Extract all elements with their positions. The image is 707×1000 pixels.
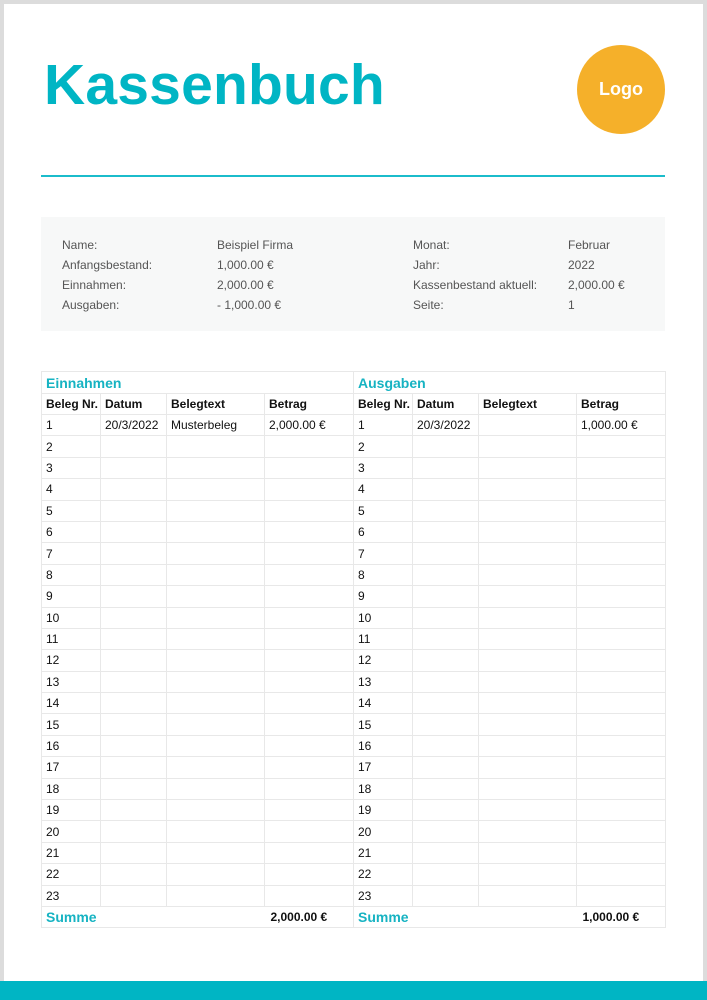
col-header-beleg-nr: Beleg Nr. <box>354 394 413 415</box>
cell-belegtext[interactable] <box>479 586 577 607</box>
cell-betrag[interactable] <box>265 586 354 607</box>
sum-label: Summe <box>42 906 265 927</box>
cell-betrag[interactable] <box>577 586 666 607</box>
cell-datum[interactable] <box>413 628 479 649</box>
cell-datum[interactable] <box>101 543 167 564</box>
col-header-belegtext: Belegtext <box>479 394 577 415</box>
cell-datum[interactable] <box>101 436 167 457</box>
cell-beleg-nr[interactable]: 19 <box>42 800 101 821</box>
cell-belegtext[interactable] <box>479 650 577 671</box>
cell-beleg-nr[interactable]: 7 <box>354 543 413 564</box>
cell-betrag[interactable] <box>265 543 354 564</box>
table-row <box>42 500 354 521</box>
logo-label: Logo <box>599 79 643 99</box>
cell-betrag[interactable] <box>577 714 666 735</box>
info-label-jahr: Jahr: <box>413 258 440 272</box>
table-row <box>42 714 354 735</box>
cell-betrag[interactable] <box>265 671 354 692</box>
cell-betrag[interactable] <box>577 885 666 906</box>
cell-belegtext[interactable] <box>479 415 577 436</box>
cell-belegtext[interactable] <box>167 842 265 863</box>
cell-datum[interactable] <box>101 457 167 478</box>
table-row <box>354 415 666 436</box>
cell-belegtext[interactable] <box>479 821 577 842</box>
cell-belegtext[interactable] <box>167 628 265 649</box>
cell-datum[interactable] <box>413 800 479 821</box>
table-row <box>354 564 666 585</box>
cell-betrag[interactable] <box>265 842 354 863</box>
cell-belegtext[interactable] <box>479 457 577 478</box>
cell-datum[interactable] <box>413 521 479 542</box>
cell-belegtext[interactable] <box>167 821 265 842</box>
cell-datum[interactable] <box>101 821 167 842</box>
table-row <box>42 885 354 906</box>
cell-belegtext[interactable] <box>167 543 265 564</box>
cell-datum[interactable] <box>413 757 479 778</box>
cell-datum[interactable] <box>413 564 479 585</box>
cell-belegtext[interactable] <box>167 521 265 542</box>
table-row <box>42 415 354 436</box>
table-row <box>354 671 666 692</box>
cell-betrag[interactable]: 2,000.00 € <box>265 415 354 436</box>
cell-datum[interactable] <box>413 821 479 842</box>
cell-beleg-nr[interactable]: 16 <box>42 735 101 756</box>
cell-betrag[interactable] <box>265 757 354 778</box>
cell-betrag[interactable] <box>577 671 666 692</box>
table-row <box>354 778 666 799</box>
cell-belegtext[interactable] <box>167 457 265 478</box>
cell-datum[interactable] <box>413 714 479 735</box>
cell-belegtext[interactable] <box>167 650 265 671</box>
cell-datum[interactable] <box>413 735 479 756</box>
cell-beleg-nr[interactable]: 6 <box>42 521 101 542</box>
cell-beleg-nr[interactable]: 22 <box>354 864 413 885</box>
cell-beleg-nr[interactable]: 3 <box>354 457 413 478</box>
cell-datum[interactable] <box>101 864 167 885</box>
cell-belegtext[interactable] <box>167 564 265 585</box>
info-label-kassenbestand: Kassenbestand aktuell: <box>413 278 538 292</box>
col-header-betrag: Betrag <box>577 394 666 415</box>
footer-band <box>0 981 707 1000</box>
table-row <box>354 735 666 756</box>
cell-betrag[interactable] <box>265 500 354 521</box>
cell-belegtext[interactable]: Musterbeleg <box>167 415 265 436</box>
cell-beleg-nr[interactable]: 9 <box>42 586 101 607</box>
table-row <box>42 628 354 649</box>
col-header-beleg-nr: Beleg Nr. <box>42 394 101 415</box>
cell-belegtext[interactable] <box>167 693 265 714</box>
cell-belegtext[interactable] <box>479 693 577 714</box>
cell-beleg-nr[interactable]: 4 <box>354 479 413 500</box>
table-row <box>42 543 354 564</box>
cell-datum[interactable] <box>413 479 479 500</box>
cell-belegtext[interactable] <box>479 800 577 821</box>
cell-betrag[interactable] <box>265 564 354 585</box>
cell-beleg-nr[interactable]: 12 <box>42 650 101 671</box>
cell-datum[interactable] <box>413 671 479 692</box>
logo-placeholder <box>577 45 665 134</box>
cell-betrag[interactable] <box>577 735 666 756</box>
info-box <box>41 217 665 331</box>
table-row <box>42 864 354 885</box>
info-label-einnahmen: Einnahmen: <box>62 278 127 292</box>
table-row <box>42 800 354 821</box>
cell-datum[interactable] <box>101 693 167 714</box>
cell-belegtext[interactable] <box>167 885 265 906</box>
cell-beleg-nr[interactable]: 14 <box>354 693 413 714</box>
cell-betrag[interactable] <box>265 693 354 714</box>
info-value-seite: 1 <box>568 298 575 312</box>
cell-datum[interactable] <box>413 500 479 521</box>
cell-beleg-nr[interactable]: 20 <box>354 821 413 842</box>
table-row <box>42 521 354 542</box>
table-row <box>42 735 354 756</box>
table-row <box>42 650 354 671</box>
cell-beleg-nr[interactable]: 13 <box>354 671 413 692</box>
table-row <box>354 479 666 500</box>
info-value-einnahmen: 2,000.00 € <box>217 278 274 292</box>
col-header-belegtext: Belegtext <box>167 394 265 415</box>
cell-belegtext[interactable] <box>479 757 577 778</box>
ausgaben-table <box>353 371 666 928</box>
cell-beleg-nr[interactable]: 16 <box>354 735 413 756</box>
cell-belegtext[interactable] <box>479 564 577 585</box>
cell-beleg-nr[interactable]: 14 <box>42 693 101 714</box>
cell-belegtext[interactable] <box>479 436 577 457</box>
cell-beleg-nr[interactable]: 10 <box>354 607 413 628</box>
table-row <box>42 693 354 714</box>
cell-beleg-nr[interactable]: 5 <box>42 500 101 521</box>
info-value-monat: Februar <box>568 238 611 252</box>
cell-datum[interactable]: 20/3/2022 <box>101 415 167 436</box>
table-row <box>354 436 666 457</box>
cell-datum[interactable] <box>101 778 167 799</box>
cell-datum[interactable] <box>101 842 167 863</box>
cell-betrag[interactable] <box>265 628 354 649</box>
cell-belegtext[interactable] <box>167 864 265 885</box>
cell-betrag[interactable] <box>577 778 666 799</box>
cell-datum[interactable] <box>413 842 479 863</box>
cell-belegtext[interactable] <box>479 864 577 885</box>
table-row <box>354 500 666 521</box>
cell-beleg-nr[interactable]: 8 <box>354 564 413 585</box>
cell-betrag[interactable] <box>577 757 666 778</box>
info-value-ausgaben: - 1,000.00 € <box>217 298 282 312</box>
cell-belegtext[interactable] <box>167 586 265 607</box>
cell-betrag[interactable] <box>265 885 354 906</box>
cell-belegtext[interactable] <box>167 714 265 735</box>
cell-belegtext[interactable] <box>479 885 577 906</box>
info-label-monat: Monat: <box>413 238 450 252</box>
cell-beleg-nr[interactable]: 13 <box>42 671 101 692</box>
sum-label: Summe <box>354 906 577 927</box>
cell-datum[interactable] <box>101 479 167 500</box>
cell-datum[interactable] <box>413 457 479 478</box>
cell-betrag[interactable] <box>265 479 354 500</box>
cell-datum[interactable] <box>413 885 479 906</box>
cell-belegtext[interactable] <box>479 628 577 649</box>
table-row <box>42 564 354 585</box>
cell-datum[interactable] <box>413 693 479 714</box>
page-title: Kassenbuch <box>44 53 385 117</box>
cell-datum[interactable] <box>413 607 479 628</box>
table-row <box>354 628 666 649</box>
cell-datum[interactable] <box>101 650 167 671</box>
cell-betrag[interactable] <box>265 735 354 756</box>
info-label-name: Name: <box>62 238 98 252</box>
info-label-ausgaben: Ausgaben: <box>62 298 120 312</box>
cell-beleg-nr[interactable]: 11 <box>42 628 101 649</box>
table-row <box>354 885 666 906</box>
cell-betrag[interactable] <box>577 821 666 842</box>
cell-beleg-nr[interactable]: 1 <box>354 415 413 436</box>
cell-datum[interactable] <box>101 500 167 521</box>
cell-beleg-nr[interactable]: 19 <box>354 800 413 821</box>
cell-datum[interactable] <box>101 714 167 735</box>
table-row <box>354 800 666 821</box>
cell-beleg-nr[interactable]: 1 <box>42 415 101 436</box>
info-value-kassenbestand: 2,000.00 € <box>568 278 625 292</box>
cell-betrag[interactable] <box>577 800 666 821</box>
cell-belegtext[interactable] <box>167 778 265 799</box>
cell-beleg-nr[interactable]: 12 <box>354 650 413 671</box>
table-row <box>42 607 354 628</box>
cell-betrag[interactable] <box>577 650 666 671</box>
cell-betrag[interactable] <box>577 842 666 863</box>
einnahmen-title: Einnahmen <box>42 372 354 394</box>
cell-beleg-nr[interactable]: 23 <box>354 885 413 906</box>
cell-belegtext[interactable] <box>479 842 577 863</box>
cell-beleg-nr[interactable]: 21 <box>42 842 101 863</box>
cell-beleg-nr[interactable]: 17 <box>354 757 413 778</box>
table-row <box>354 714 666 735</box>
cell-betrag[interactable] <box>265 800 354 821</box>
cell-belegtext[interactable] <box>167 757 265 778</box>
cell-betrag[interactable] <box>265 821 354 842</box>
cell-beleg-nr[interactable]: 15 <box>42 714 101 735</box>
cell-datum[interactable] <box>101 628 167 649</box>
cell-betrag[interactable] <box>265 650 354 671</box>
table-row <box>42 671 354 692</box>
cell-beleg-nr[interactable]: 2 <box>354 436 413 457</box>
table-row <box>354 457 666 478</box>
cell-belegtext[interactable] <box>479 735 577 756</box>
cell-betrag[interactable] <box>577 457 666 478</box>
sum-value: 1,000.00 € <box>577 906 666 927</box>
cell-belegtext[interactable] <box>479 714 577 735</box>
cell-datum[interactable] <box>101 757 167 778</box>
table-row <box>42 778 354 799</box>
cell-beleg-nr[interactable]: 17 <box>42 757 101 778</box>
cell-belegtext[interactable] <box>479 479 577 500</box>
cell-beleg-nr[interactable]: 9 <box>354 586 413 607</box>
cell-betrag[interactable] <box>577 564 666 585</box>
cell-beleg-nr[interactable]: 5 <box>354 500 413 521</box>
cell-betrag[interactable] <box>265 778 354 799</box>
table-row <box>354 757 666 778</box>
cell-beleg-nr[interactable]: 2 <box>42 436 101 457</box>
cell-belegtext[interactable] <box>479 671 577 692</box>
cell-beleg-nr[interactable]: 7 <box>42 543 101 564</box>
sum-value: 2,000.00 € <box>265 906 354 927</box>
cell-datum[interactable]: 20/3/2022 <box>413 415 479 436</box>
cell-datum[interactable] <box>101 735 167 756</box>
cell-beleg-nr[interactable]: 18 <box>354 778 413 799</box>
col-header-betrag: Betrag <box>265 394 354 415</box>
cell-datum[interactable] <box>101 586 167 607</box>
cell-beleg-nr[interactable]: 22 <box>42 864 101 885</box>
cell-beleg-nr[interactable]: 6 <box>354 521 413 542</box>
info-value-name: Beispiel Firma <box>217 238 294 252</box>
cell-beleg-nr[interactable]: 10 <box>42 607 101 628</box>
cell-beleg-nr[interactable]: 18 <box>42 778 101 799</box>
table-row <box>354 607 666 628</box>
cell-datum[interactable] <box>413 436 479 457</box>
cell-belegtext[interactable] <box>167 735 265 756</box>
title-divider <box>41 175 665 177</box>
cell-betrag[interactable] <box>265 607 354 628</box>
cell-datum[interactable] <box>413 778 479 799</box>
table-row <box>42 586 354 607</box>
cell-betrag[interactable] <box>577 521 666 542</box>
cell-betrag[interactable] <box>265 436 354 457</box>
info-label-anfangsbestand: Anfangsbestand: <box>62 258 153 272</box>
cell-beleg-nr[interactable]: 11 <box>354 628 413 649</box>
cell-betrag[interactable] <box>577 436 666 457</box>
table-row <box>354 650 666 671</box>
sum-row <box>354 906 666 927</box>
table-row <box>354 521 666 542</box>
cell-beleg-nr[interactable]: 4 <box>42 479 101 500</box>
cell-datum[interactable] <box>413 586 479 607</box>
table-row <box>354 543 666 564</box>
cell-datum[interactable] <box>413 543 479 564</box>
table-row <box>354 586 666 607</box>
cell-datum[interactable] <box>413 864 479 885</box>
col-header-datum: Datum <box>101 394 167 415</box>
cell-belegtext[interactable] <box>479 500 577 521</box>
table-row <box>354 693 666 714</box>
cell-betrag[interactable]: 1,000.00 € <box>577 415 666 436</box>
cell-betrag[interactable] <box>265 714 354 735</box>
cell-datum[interactable] <box>101 671 167 692</box>
table-row <box>42 821 354 842</box>
cell-belegtext[interactable] <box>167 607 265 628</box>
sum-row <box>42 906 354 927</box>
cell-betrag[interactable] <box>577 607 666 628</box>
table-row <box>42 757 354 778</box>
cell-belegtext[interactable] <box>479 607 577 628</box>
cell-datum[interactable] <box>101 607 167 628</box>
table-row <box>42 842 354 863</box>
cell-beleg-nr[interactable]: 20 <box>42 821 101 842</box>
col-header-datum: Datum <box>413 394 479 415</box>
cell-betrag[interactable] <box>577 628 666 649</box>
cell-betrag[interactable] <box>265 864 354 885</box>
cell-betrag[interactable] <box>577 864 666 885</box>
info-label-seite: Seite: <box>413 298 444 312</box>
cell-datum[interactable] <box>413 650 479 671</box>
cell-belegtext[interactable] <box>167 671 265 692</box>
table-row <box>354 821 666 842</box>
cell-datum[interactable] <box>101 800 167 821</box>
cell-belegtext[interactable] <box>167 436 265 457</box>
cell-betrag[interactable] <box>577 479 666 500</box>
table-row <box>354 864 666 885</box>
cell-beleg-nr[interactable]: 8 <box>42 564 101 585</box>
cell-beleg-nr[interactable]: 21 <box>354 842 413 863</box>
cell-belegtext[interactable] <box>167 500 265 521</box>
cell-belegtext[interactable] <box>479 778 577 799</box>
cell-betrag[interactable] <box>577 543 666 564</box>
cell-datum[interactable] <box>101 564 167 585</box>
cell-belegtext[interactable] <box>167 479 265 500</box>
ausgaben-title: Ausgaben <box>354 372 666 394</box>
table-row <box>42 436 354 457</box>
cell-betrag[interactable] <box>577 693 666 714</box>
cell-betrag[interactable] <box>265 457 354 478</box>
table-row <box>42 457 354 478</box>
cell-betrag[interactable] <box>265 521 354 542</box>
cell-betrag[interactable] <box>577 500 666 521</box>
info-value-anfangsbestand: 1,000.00 € <box>217 258 274 272</box>
cell-beleg-nr[interactable]: 3 <box>42 457 101 478</box>
cell-beleg-nr[interactable]: 15 <box>354 714 413 735</box>
document-page <box>4 4 703 1000</box>
cell-belegtext[interactable] <box>479 521 577 542</box>
cell-belegtext[interactable] <box>479 543 577 564</box>
cell-datum[interactable] <box>101 885 167 906</box>
cell-belegtext[interactable] <box>167 800 265 821</box>
cell-beleg-nr[interactable]: 23 <box>42 885 101 906</box>
info-value-jahr: 2022 <box>568 258 595 272</box>
einnahmen-table <box>41 371 354 928</box>
table-row <box>354 842 666 863</box>
table-row <box>42 479 354 500</box>
cell-datum[interactable] <box>101 521 167 542</box>
